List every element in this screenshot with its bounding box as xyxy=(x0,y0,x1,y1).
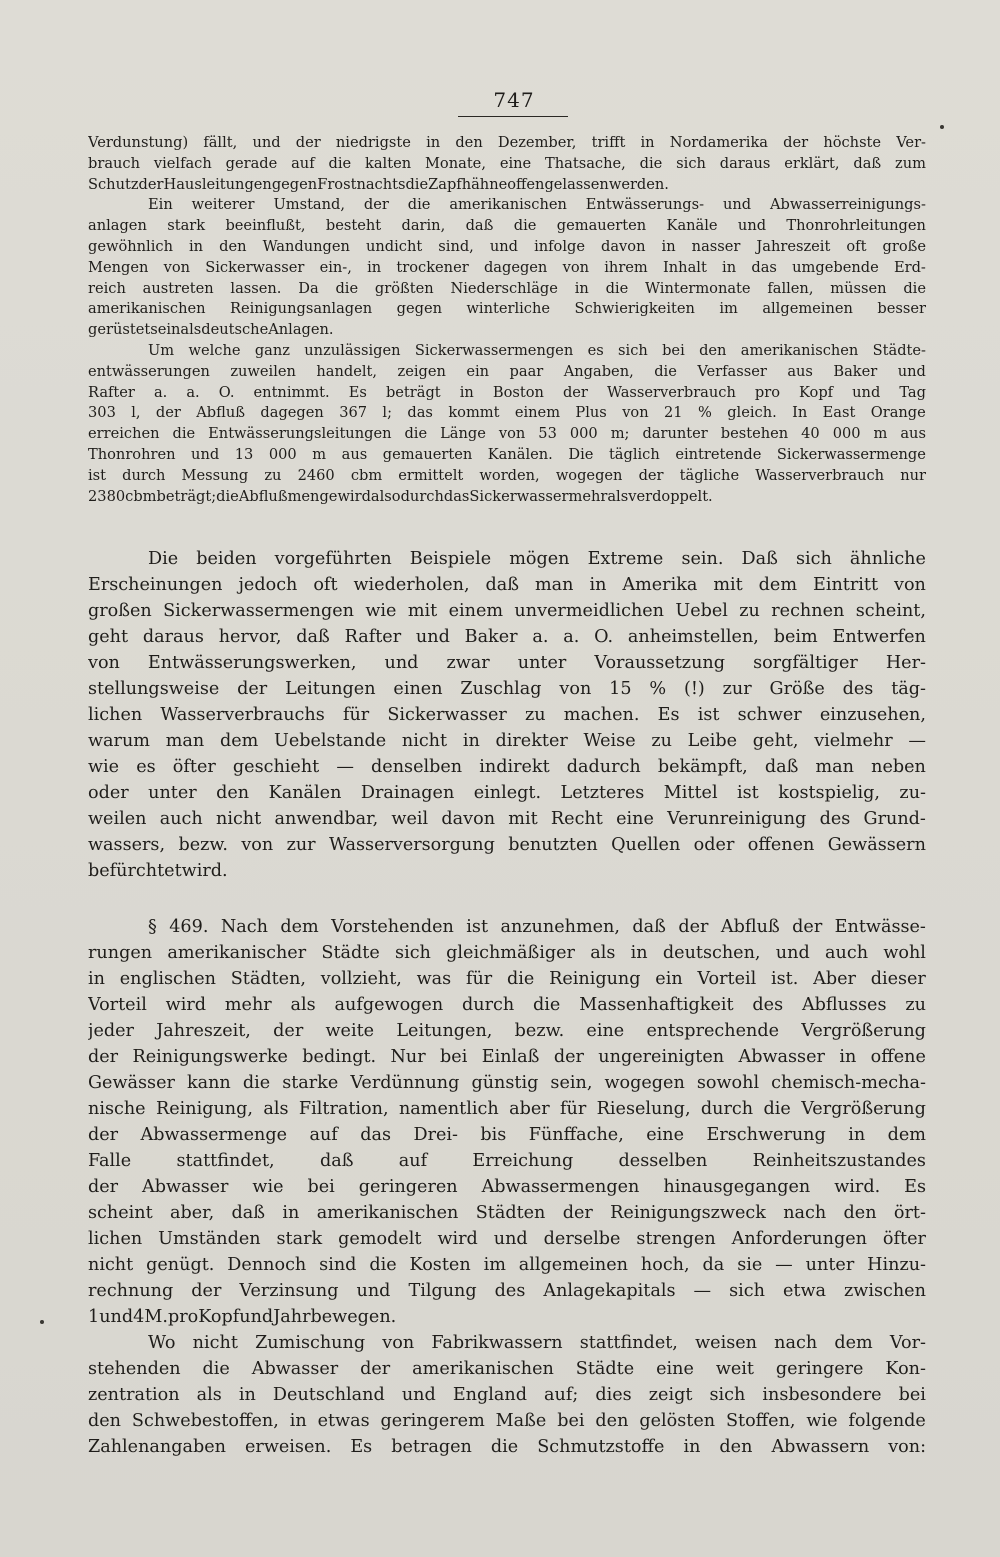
text-line: der Abwasser wie bei geringeren Abwassermengen hinausgegangen wird. Es xyxy=(88,1177,926,1197)
text-line: Verdunstung) fällt, und der niedrigste in den Dezember, trifft in Nordamerika der höchste Ver- xyxy=(88,134,926,151)
text-line: entwässerungen zuweilen handelt, zeigen ein paar Angaben, die Verfasser aus Baker und xyxy=(88,362,926,380)
text-line: zentration als in Deutschland und England auf; dies zeigt sich insbesondere bei xyxy=(88,1385,926,1405)
text-line: Vorteil wird mehr als aufgewogen durch die Massenhaftigkeit des Abflusses zu xyxy=(88,995,926,1015)
text-line: von Entwässerungswerken, und zwar unter Voraussetzung sorgfältiger Her- xyxy=(88,653,926,673)
text-line: Thonrohren und 13 000 m aus gemauerten Kanälen. Die täglich eintretende Sickerwassermenge xyxy=(88,445,926,463)
text-line: 303 l, der Abfluß dagegen 367 l; das kommt einem Plus von 21 % gleich. In East Orange xyxy=(88,404,926,422)
text-line: nicht genügt. Dennoch sind die Kosten im allgemeinen hoch, da sie — unter Hinzu- xyxy=(88,1255,926,1275)
text-line: stehenden die Abwasser der amerikanischen Städte eine weit geringere Kon- xyxy=(88,1359,926,1379)
text-line: großen Sickerwassermengen wie mit einem unvermeidlichen Uebel zu rechnen scheint, xyxy=(88,601,926,621)
text-line: Um welche ganz unzulässigen Sickerwassermengen es sich bei den amerikanischen Städte- xyxy=(148,341,926,359)
text-line: reich austreten lassen. Da die größten Niederschläge in die Wintermonate fallen, müssen die xyxy=(88,279,926,297)
page-number: 747 xyxy=(493,88,535,112)
text-line: rechnung der Verzinsung und Tilgung des Anlagekapitals — sich etwa zwischen xyxy=(88,1281,926,1301)
text-line: amerikanischen Reinigungsanlagen gegen winterliche Schwierigkeiten im allgemeinen besser xyxy=(88,300,926,318)
text-line: brauch vielfach gerade auf die kalten Monate, eine Thatsache, die sich daraus erklärt, daß zum xyxy=(88,154,926,172)
text-line: erreichen die Entwässerungsleitungen die Länge von 53 000 m; darunter bestehen 40 000 m aus xyxy=(88,425,926,443)
text-line: Falle stattfindet, daß auf Erreichung desselben Reinheitszustandes xyxy=(88,1151,926,1171)
text-line: wie es öfter geschieht — denselben indirekt dadurch bekämpft, daß man neben xyxy=(88,757,926,777)
text-line: den Schwebestoffen, in etwas geringerem Maße bei den gelösten Stoffen, wie folgende xyxy=(88,1411,926,1431)
text-line: Gewässer kann die starke Verdünnung günstig sein, wogegen sowohl chemisch-mecha- xyxy=(88,1073,926,1093)
text-line: Rafter a. a. O. entnimmt. Es beträgt in Boston der Wasserverbrauch pro Kopf und Tag xyxy=(88,383,926,401)
text-line: anlagen stark beeinflußt, besteht darin, daß die gemauerten Kanäle und Thonrohrleitungen xyxy=(88,217,926,235)
text-line: ist durch Messung zu 2460 cbm ermittelt worden, wogegen der tägliche Wasserverbrauch nur xyxy=(88,466,926,484)
text-line: lichen Wasserverbrauchs für Sickerwasser zu machen. Es ist schwer einzusehen, xyxy=(88,705,926,725)
paragraph-block-section-469 xyxy=(88,914,926,1460)
text-line: § 469. Nach dem Vorstehenden ist anzunehmen, daß der Abfluß der Entwässe- xyxy=(148,917,926,937)
text-line: befürchtet wird. xyxy=(88,861,228,881)
text-line: gewöhnlich in den Wandungen undicht sind, und infolge davon in nasser Jahreszeit oft große xyxy=(88,237,926,255)
text-line: Wo nicht Zumischung von Fabrikwassern stattfindet, weisen nach dem Vor- xyxy=(148,1333,926,1353)
text-line: scheint aber, daß in amerikanischen Städten der Reinigungszweck nach den ört- xyxy=(88,1203,926,1223)
text-line: lichen Umständen stark gemodelt wird und derselbe strengen Anforderungen öfter xyxy=(88,1229,926,1249)
text-line: oder unter den Kanälen Drainagen einlegt. Letzteres Mittel ist kostspielig, zu- xyxy=(88,783,926,803)
text-line: warum man dem Uebelstande nicht in direkter Weise zu Leibe geht, vielmehr — xyxy=(88,731,926,751)
text-line: 1 und 4 M. pro Kopf und Jahr bewegen. xyxy=(88,1307,397,1327)
paragraph-block-small-print xyxy=(88,133,926,507)
text-line: geht daraus hervor, daß Rafter und Baker a. a. O. anheimstellen, beim Entwerfen xyxy=(88,627,926,647)
text-line: in englischen Städten, vollzieht, was für die Reinigung ein Vorteil ist. Aber dieser xyxy=(88,969,926,989)
text-line: Schutz der Hausleitungen gegen Frost nachts die Zapfhähne offen gelassen werden. xyxy=(88,175,669,193)
text-line: jeder Jahreszeit, der weite Leitungen, bezw. eine entsprechende Vergrößerung xyxy=(88,1021,926,1041)
text-line: weilen auch nicht anwendbar, weil davon mit Recht eine Verunreinigung des Grund- xyxy=(88,809,926,829)
margin-dot-mark xyxy=(40,1320,44,1324)
text-line: Ein weiterer Umstand, der die amerikanischen Entwässerungs- und Abwasserreinigungs- xyxy=(148,196,926,214)
paragraph-block-examples xyxy=(88,546,926,884)
text-line: rungen amerikanischer Städte sich gleichmäßiger als in deutschen, und auch wohl xyxy=(88,943,926,963)
text-line: Zahlenangaben erweisen. Es betragen die Schmutzstoffe in den Abwassern von: xyxy=(88,1437,926,1457)
text-line: nische Reinigung, als Filtration, namentlich aber für Rieselung, durch die Vergrößerung xyxy=(88,1099,926,1119)
text-line: Die beiden vorgeführten Beispiele mögen Extreme sein. Daß sich ähnliche xyxy=(148,549,926,569)
text-line: 2380 cbm beträgt; die Abflußmenge wird also durch das Sickerwasser mehr als verdoppelt. xyxy=(88,487,713,505)
text-line: der Reinigungswerke bedingt. Nur bei Einlaß der ungereinigten Abwasser in offene xyxy=(88,1047,926,1067)
stray-print-mark xyxy=(940,125,944,129)
text-line: Mengen von Sickerwasser ein-, in trockener dagegen von ihrem Inhalt in das umgebende Erd- xyxy=(88,258,926,276)
header-rule xyxy=(458,116,568,117)
text-line: stellungsweise der Leitungen einen Zuschlag von 15 % (!) zur Größe des täg- xyxy=(88,679,926,699)
text-line: der Abwassermenge auf das Drei- bis Fünffache, eine Erschwerung in dem xyxy=(88,1125,926,1145)
text-line: Erscheinungen jedoch oft wiederholen, daß man in Amerika mit dem Eintritt von xyxy=(88,575,926,595)
text-line: gerüstet sein als deutsche Anlagen. xyxy=(88,321,334,339)
text-line: wassers, bezw. von zur Wasserversorgung benutzten Quellen oder offenen Gewässern xyxy=(88,835,926,855)
